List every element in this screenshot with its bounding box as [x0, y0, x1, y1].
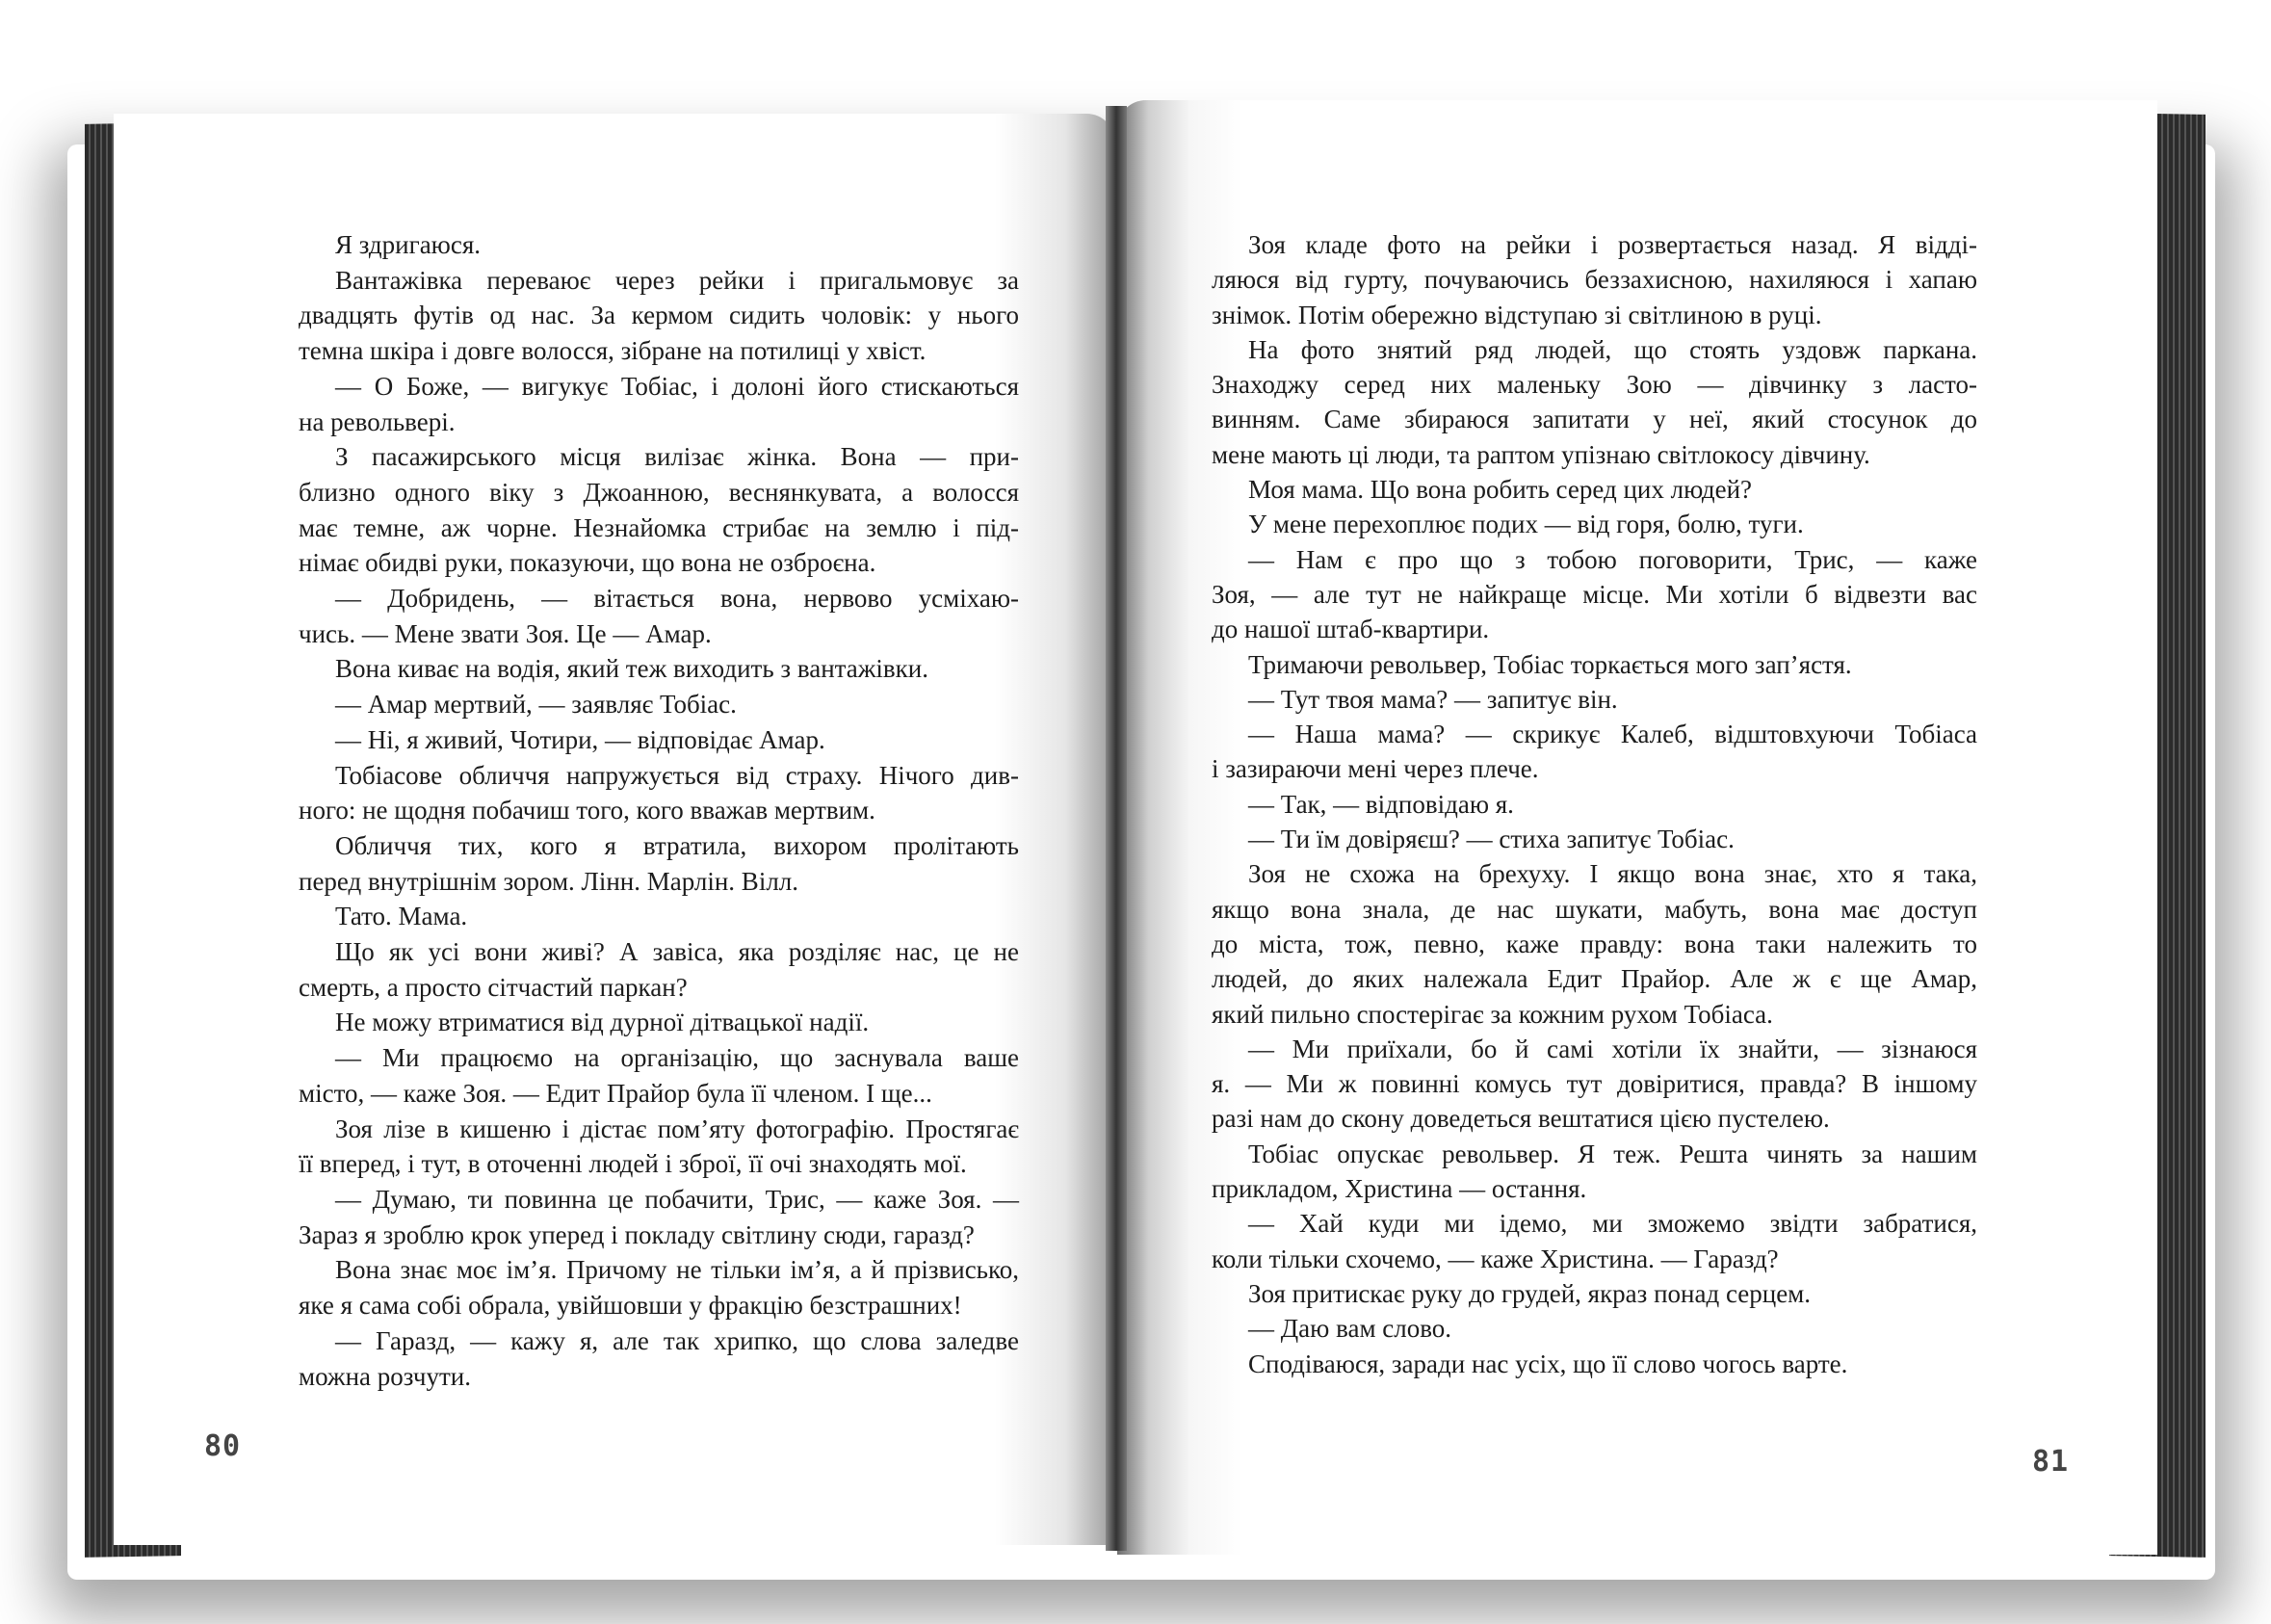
text-line: ляюся від гурту, почуваючись беззахисною, нахиляюся і хапаю — [1212, 265, 1977, 295]
paragraph — [1212, 682, 1977, 717]
text-line: ного: не щодня побачиш того, кого вважав мертвим. — [299, 796, 875, 825]
text-line: — Добридень, — вітається вона, нервово усміхаю- — [335, 584, 1019, 614]
paragraph — [1212, 332, 1977, 472]
paragraph — [299, 263, 1019, 369]
text-line: Що як усі вони живі? А завіса, яка розділяє нас, це не — [335, 937, 1019, 967]
paragraph — [299, 1112, 1019, 1182]
paragraph — [299, 439, 1019, 581]
paragraph — [299, 758, 1019, 828]
text-line: Зоя кладе фото на рейки і розвертається назад. Я відді- — [1248, 230, 1977, 259]
paragraph — [1212, 1347, 1977, 1381]
text-line: — Думаю, ти повинна це побачити, Трис, — каже Зоя. — — [335, 1184, 1019, 1214]
text-line: німає обидві руки, показуючи, що вона не озброєна. — [299, 548, 876, 578]
paragraph — [299, 722, 1019, 758]
text-line: до міста, тож, певно, каже правду: вона таки належить то — [1212, 929, 1977, 958]
text-line: — Гаразд, — кажу я, але так хрипко, що слова заледве — [335, 1325, 1019, 1355]
text-line: перед внутрішнім зором. Лінн. Марлін. Вілл. — [299, 866, 799, 896]
text-line: коли тільки схочемо, — каже Христина. — Гаразд? — [1212, 1244, 1779, 1273]
text-line: до нашої штаб-квартири. — [1212, 615, 1490, 644]
text-line: якщо вона знала, де нас шукати, мабуть, вона має доступ — [1212, 894, 1977, 924]
text-line: Тобіасове обличчя напружується від страху. Нічого див- — [335, 760, 1019, 790]
text-line: який пильно спостерігає за кожним рухом Тобіаса. — [1212, 999, 1773, 1029]
text-line: Я здригаюся. — [335, 230, 482, 259]
page-number-right: 81 — [2032, 1445, 2070, 1479]
text-line: — Амар мертвий, — заявляє Тобіас. — [335, 690, 737, 720]
text-line: Тобіас опускає револьвер. Я теж. Решта чинять за нашим — [1248, 1139, 1977, 1168]
text-line: двадцять футів од нас. За кермом сидить чоловік: у нього — [299, 301, 1019, 330]
text-line: Зоя, — але тут не найкраще місце. Ми хотіли б відвезти вас — [1212, 579, 1977, 609]
paragraph — [1212, 507, 1977, 541]
paragraph — [299, 1323, 1019, 1394]
paragraph — [299, 1040, 1019, 1111]
text-line: — Так, — відповідаю я. — [1248, 789, 1514, 819]
paragraph — [1212, 1032, 1977, 1137]
right-page-text — [1212, 227, 1977, 1381]
text-line: знімок. Потім обережно відступаю зі світлиною в руці. — [1212, 300, 1822, 329]
text-line: — О Боже, — вигукує Тобіас, і долоні його стискаються — [335, 371, 1019, 401]
text-line: Вона знає моє ім’я. Причому не тільки ім’я, а й прізвисько, — [335, 1255, 1019, 1285]
text-line: Сподіваюся, заради нас усіх, що її слово чогось варте. — [1248, 1349, 1848, 1378]
left-page-text — [299, 227, 1019, 1394]
paragraph — [299, 1182, 1019, 1252]
text-line: Зоя притискає руку до грудей, якраз понад серцем. — [1248, 1278, 1812, 1308]
text-line: Зараз я зроблю крок уперед і покладу світлину сюди, гаразд? — [299, 1219, 975, 1249]
text-line: Зоя не схожа на брехуху. І якщо вона знає, хто я така, — [1248, 859, 1977, 889]
text-line: — Ми працюємо на організацію, що заснувала ваше — [335, 1043, 1019, 1073]
text-line: разі нам до скону доведеться вештатися цією пустелею. — [1212, 1104, 1830, 1134]
text-line: — Хай куди ми ідемо, ми зможемо звідти забратися, — [1248, 1209, 1977, 1239]
text-line: я. — Ми ж повинні комусь тут довіритися, правда? В іншому — [1212, 1069, 1977, 1099]
paragraph — [1212, 1206, 1977, 1276]
text-line: людей, до яких належала Едит Прайор. Але ж є ще Амар, — [1212, 964, 1977, 994]
paragraph — [299, 581, 1019, 651]
text-line: Вантажівка переваює через рейки і пригальмовує за — [335, 265, 1019, 295]
text-line: близно одного віку з Джоанною, веснянкувата, а волосся — [299, 477, 1019, 507]
paragraph — [299, 934, 1019, 1005]
text-line: яке я сама собі обрала, увійшовши у фракцію безстрашних! — [299, 1291, 962, 1321]
right-page — [1117, 100, 2157, 1555]
text-line: і зазираючи мені через плече. — [1212, 754, 1539, 784]
paragraph — [299, 687, 1019, 722]
text-line: — Ми приїхали, бо й самі хотіли їх знайти, — зізнаюся — [1248, 1034, 1977, 1063]
text-line: мене мають ці люди, та раптом упізнаю світлокосу дівчину. — [1212, 439, 1870, 469]
text-line: Тримаючи револьвер, Тобіас торкається мого зап’ястя. — [1248, 649, 1852, 679]
left-page — [114, 114, 1115, 1545]
text-line: — Нам є про що з тобою поговорити, Трис, — каже — [1248, 544, 1977, 574]
paragraph — [299, 1252, 1019, 1323]
book-spine — [1106, 106, 1127, 1551]
paragraph — [1212, 717, 1977, 787]
paragraph — [1212, 227, 1977, 332]
paragraph — [1212, 472, 1977, 507]
paragraph — [299, 899, 1019, 934]
text-line: Тато. Мама. — [335, 902, 468, 931]
text-line: Обличчя тих, кого я втратила, вихором пролітають — [335, 830, 1019, 860]
text-line: Вона киває на водія, який теж виходить з вантажівки. — [335, 654, 928, 684]
paragraph — [1212, 1276, 1977, 1311]
text-line: Моя мама. Що вона робить серед цих людей? — [1248, 475, 1753, 505]
text-line: місто, — каже Зоя. — Едит Прайор була її членом. І ще... — [299, 1078, 932, 1108]
text-line: має темне, аж чорне. Незнайомка стрибає на землю і під- — [299, 512, 1019, 542]
paragraph — [1212, 1311, 1977, 1346]
text-line: — Даю вам слово. — [1248, 1314, 1452, 1344]
page-number-left: 80 — [204, 1429, 242, 1463]
text-line: смерть, а просто сітчастий паркан? — [299, 972, 688, 1002]
paragraph — [1212, 647, 1977, 682]
text-line: прикладом, Христина — остання. — [1212, 1174, 1587, 1204]
text-line: — Тут твоя мама? — запитує він. — [1248, 684, 1618, 714]
text-line: У мене перехоплює подих — від горя, болю, туги. — [1248, 510, 1804, 539]
paragraph — [299, 828, 1019, 899]
text-line: темна шкіра і довге волосся, зібране на потилиці у хвіст. — [299, 336, 927, 366]
text-line: на револьвері. — [299, 406, 456, 436]
text-line: — Ти їм довіряєш? — стиха запитує Тобіас. — [1248, 825, 1735, 854]
text-line: На фото знятий ряд людей, що стоять уздовж паркана. — [1248, 334, 1977, 364]
paragraph — [299, 1005, 1019, 1040]
paragraph — [299, 369, 1019, 439]
text-line: Не можу втриматися від дурної дітвацької надії. — [335, 1008, 870, 1037]
paragraph — [1212, 1137, 1977, 1207]
paragraph — [1212, 787, 1977, 822]
text-line: Знаходжу серед них маленьку Зою — дівчинку з ласто- — [1212, 370, 1977, 400]
text-line: можна розчути. — [299, 1361, 471, 1391]
text-line: З пасажирського місця вилізає жінка. Вона — при- — [335, 442, 1019, 472]
paragraph — [299, 227, 1019, 263]
paragraph — [1212, 856, 1977, 1031]
text-line: — Ні, я живий, Чотири, — відповідає Амар. — [335, 724, 825, 754]
text-line: чись. — Мене звати Зоя. Це — Амар. — [299, 618, 712, 648]
text-line: винням. Саме збираюся запитати у неї, який стосунок до — [1212, 405, 1977, 434]
text-line: Зоя лізе в кишеню і дістає пом’яту фотографію. Простягає — [335, 1113, 1019, 1143]
paragraph — [1212, 822, 1977, 856]
paragraph — [1212, 542, 1977, 647]
text-line: — Наша мама? — скрикує Калеб, відштовхуючи Тобіаса — [1248, 720, 1977, 749]
paragraph — [299, 651, 1019, 687]
text-line: її вперед, і тут, в оточенні людей і зброї, її очі знаходять мої. — [299, 1149, 967, 1179]
